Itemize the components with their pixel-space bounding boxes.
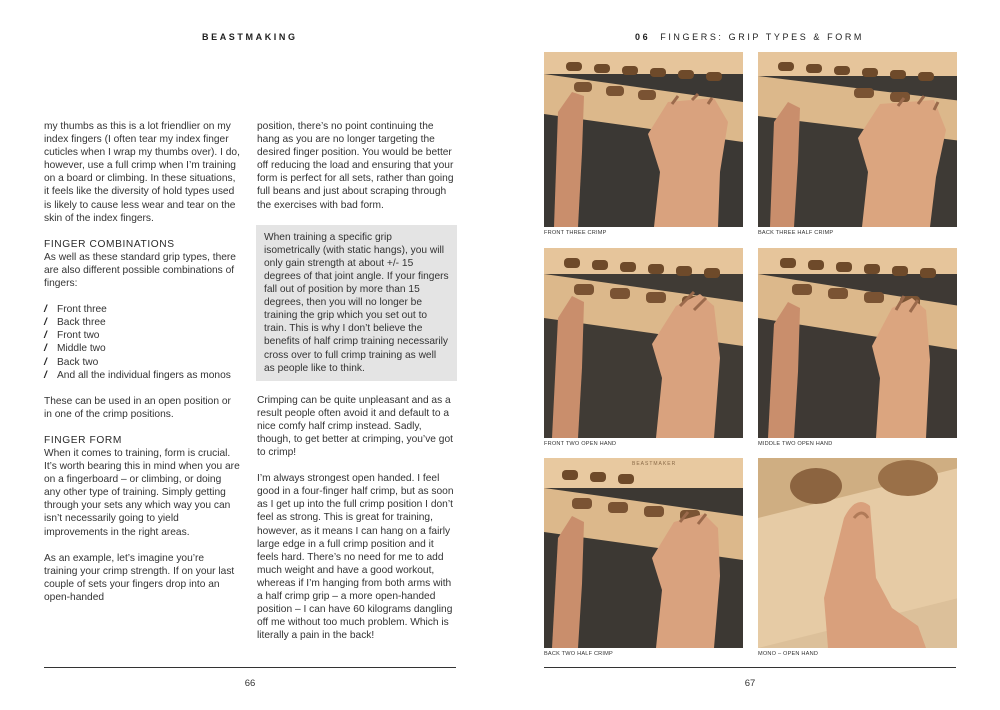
finger-mono-photo-icon [758,458,957,648]
list-item [44,303,240,316]
list-item-text: Back two [57,356,99,368]
page-number: 67 [744,678,756,689]
board-logo: BEASTMAKER [632,461,677,467]
list-item-text: Back three [57,317,106,329]
hand-grip-photo-icon [544,52,743,227]
photo-middle-two-open-hand [758,248,957,438]
heading-finger-form: FINGER FORM [44,434,122,446]
paragraph-combinations-intro: As well as these standard grip types, there are also different possible combinations of fingers: [44,251,236,290]
paragraph-crimping: Crimping can be quite unpleasant and as a result people often avoid it and default to a nice comfy half crimp instead. Sadly, though, to get better at crimping, you’ve got to crimp! [257,394,453,459]
slash-bullet-icon: / [44,369,47,381]
photo-caption: MIDDLE TWO OPEN HAND [758,441,833,447]
text-column-1 [44,120,240,617]
heading-finger-combinations: FINGER COMBINATIONS [44,238,175,250]
slash-bullet-icon: / [44,356,47,368]
photo-caption: FRONT THREE CRIMP [544,230,607,236]
photo-back-two-half-crimp [544,458,743,648]
list-item [44,342,240,355]
list-item [44,356,240,369]
paragraph-form-2: As an example, let’s imagine you’re training your crimp strength. If on your last couple of sets your fingers drop into an open-handed [44,552,235,603]
chapter-number: 06 [635,32,651,42]
photo-caption: BACK TWO HALF CRIMP [544,651,613,657]
right-page [500,0,1000,710]
photo-front-two-open-hand [544,248,743,438]
slash-bullet-icon: / [44,304,47,316]
callout-text: When training a specific grip isometrically (with static hangs), you will only gain strength at about +/- 15 degrees of that joint angle. If your fingers fall out of position by more than 15 degrees, then you will no longer be training the grip which you set out to train. This is why I don’t believe the benefits of half crimp training necessarily cross over to full crimp training as well as people like to think. [264,231,449,374]
chapter-title: FINGERS: GRIP TYPES & FORM [660,32,865,42]
list-item-text: Front two [57,330,100,342]
footer-rule [44,667,456,668]
paragraph-combinations-outro: These can be used in an open position or in one of the crimp positions. [44,395,231,420]
slash-bullet-icon: / [44,317,47,329]
callout-box [256,225,457,381]
running-head-chapter [635,32,864,42]
finger-combinations-list [44,303,240,382]
slash-bullet-icon: / [44,330,47,342]
list-item [44,369,240,382]
hand-grip-photo-icon [544,458,743,648]
hand-grip-photo-icon [758,52,957,227]
paragraph-intro: my thumbs as this is a lot friendlier on my index fingers (I often tear my index finger cuticles when I wrap my thumbs over). I do, however, use a full crimp when I’m training on a board or climbing. In these situations, it feels like the diversity of hold types used is likely to cause less wear and tear on the skin of the index fingers. [44,121,240,224]
photo-front-three-crimp [544,52,743,227]
paragraph-form-1: When it comes to training, form is crucial. It’s worth bearing this in mind when you are on a fingerboard – or climbing, or doing any other type of training. Simply getting through your sets any which way you can isn’t necessarily going to yield improvements in the right areas. [44,447,240,538]
list-item-text: Front three [57,304,107,316]
photo-back-three-half-crimp [758,52,957,227]
hand-grip-photo-icon [544,248,743,438]
footer-rule [544,667,956,668]
running-head-book-title: BEASTMAKING [202,32,298,42]
photo-caption: BACK THREE HALF CRIMP [758,230,834,236]
paragraph-open-handed: I’m always strongest open handed. I feel good in a four-finger half crimp, but as soon as I get up into the full crimp position I don’t feel as strong. This is great for training, however, as it means I can hang on a fairly large edge in a full crimp position and it feels hard. There’s no need for me to add much weight and have a good workout, whereas if I’m hanging from both arms with a half crimp grip – a more open-handed position – I can have 60 kilograms dangling off me without too much problem. Which is literally a pain in the back! [257,473,454,642]
list-item [44,316,240,329]
photo-caption: MONO – OPEN HAND [758,651,819,657]
list-item [44,329,240,342]
photo-mono-open-hand [758,458,957,648]
grip-photo-grid [544,52,957,662]
slash-bullet-icon: / [44,343,47,355]
photo-caption: FRONT TWO OPEN HAND [544,441,617,447]
text-column-2 [257,120,457,655]
hand-grip-photo-icon [758,248,957,438]
list-item-text: Middle two [57,343,106,355]
list-item-text: And all the individual fingers as monos [57,369,231,381]
paragraph-continuation: position, there’s no point continuing the hang as you are no longer targeting the desired finger position. You would be better off reducing the load and ensuring that your form is perfect for all sets, rather than going full beans and just about scraping through the exercises with bad form. [257,121,454,211]
page-number: 66 [244,678,256,689]
